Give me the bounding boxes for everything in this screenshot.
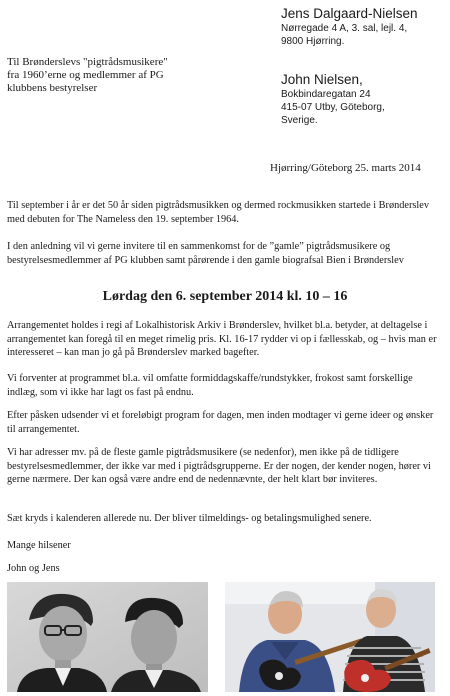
body-paragraph: [7, 199, 441, 226]
event-date-headline: Lørdag den 6. september 2014 kl. 10 – 16: [102, 289, 348, 304]
dateline: Hjørring/Göteborg 25. marts 2014: [270, 162, 421, 174]
paragraph-text: Vi har adresser mv. på de fleste gamle pigtrådsmusikere (se nedenfor), men ikke på de tidligere bestyrelsesmedlemmer, der ikke var med i pigtrådsgrupperne. Er der nogen, der kender nogen, hører vi gerne nærmere. Der kan også være andre end de nedennævnte, der helt klart bør inviteres.: [7, 447, 431, 485]
paragraph-text: I den anledning vil vi gerne invitere til en sammenkomst for de ”gamle” pigtrådsmusikere og bestyrelsesmedlemmer af PG klubben samt pårørende i den gamle biografsal Bien i Brønderslev: [7, 241, 404, 266]
body-paragraph: [7, 539, 441, 553]
body-paragraph: [7, 562, 441, 576]
photo-musicians-today: [225, 582, 435, 692]
body-paragraph: [7, 446, 441, 487]
sender-name: John Nielsen,: [281, 72, 363, 87]
paragraph-text: Vi forventer at programmet bl.a. vil omfatte formiddagskaffe/rundstykker, frokost samt forskellige indlæg, som vi ikke har lagt os fast på endnu.: [7, 373, 413, 398]
recipient-line: Til Brønderslevs "pigtrådsmusikere": [7, 56, 168, 68]
sender-address-line: 415-07 Utby, Göteborg,: [281, 102, 385, 113]
sender-address-line: Nørregade 4 A, 3. sal, lejl. 4,: [281, 23, 408, 34]
body-paragraph: [7, 409, 441, 436]
sender-address-john: [281, 72, 446, 127]
body-paragraph: [7, 512, 441, 526]
recipient-line: fra 1960’erne og medlemmer af PG: [7, 69, 164, 81]
signature: John og Jens: [7, 563, 60, 574]
recipient-line: klubbens bestyrelser: [7, 82, 98, 94]
paragraph-text: Efter påsken udsender vi et foreløbigt program for dagen, men inden modtager vi gerne ideer og ønsker til arrangementet.: [7, 410, 434, 435]
closing-greeting: Mange hilsener: [7, 540, 71, 551]
sender-address-jens: [281, 6, 446, 48]
body-paragraph: [7, 319, 441, 360]
paragraph-text: Til september i år er det 50 år siden pigtrådsmusikken og dermed rockmusikken startede i Brønderslev med debuten for The Nameless den 19. september 1964.: [7, 200, 429, 225]
photo-1960s-musicians: [7, 582, 208, 692]
paragraph-text: Sæt kryds i kalenderen allerede nu. Der bliver tilmeldings- og betalingsmulighed senere.: [7, 513, 372, 524]
body-paragraph: [7, 240, 441, 267]
recipient-block: [7, 56, 247, 95]
paragraph-text: Arrangementet holdes i regi af Lokalhistorisk Arkiv i Brønderslev, hvilket bl.a. betyder, at deltagelse i arrangementet kan foregå til en meget rimelig pris. Kl. 16-17 rydder vi op i fællesskab, og – hvis man er interesseret – kan man jo gå på Brønderslev marked bagefter.: [7, 320, 437, 358]
sender-name: Jens Dalgaard-Nielsen: [281, 6, 418, 21]
sender-address-line: Bokbindaregatan 24: [281, 89, 371, 100]
sender-address-line: 9800 Hjørring.: [281, 36, 345, 47]
sender-address-line: Sverige.: [281, 115, 318, 126]
body-paragraph: [7, 372, 441, 399]
